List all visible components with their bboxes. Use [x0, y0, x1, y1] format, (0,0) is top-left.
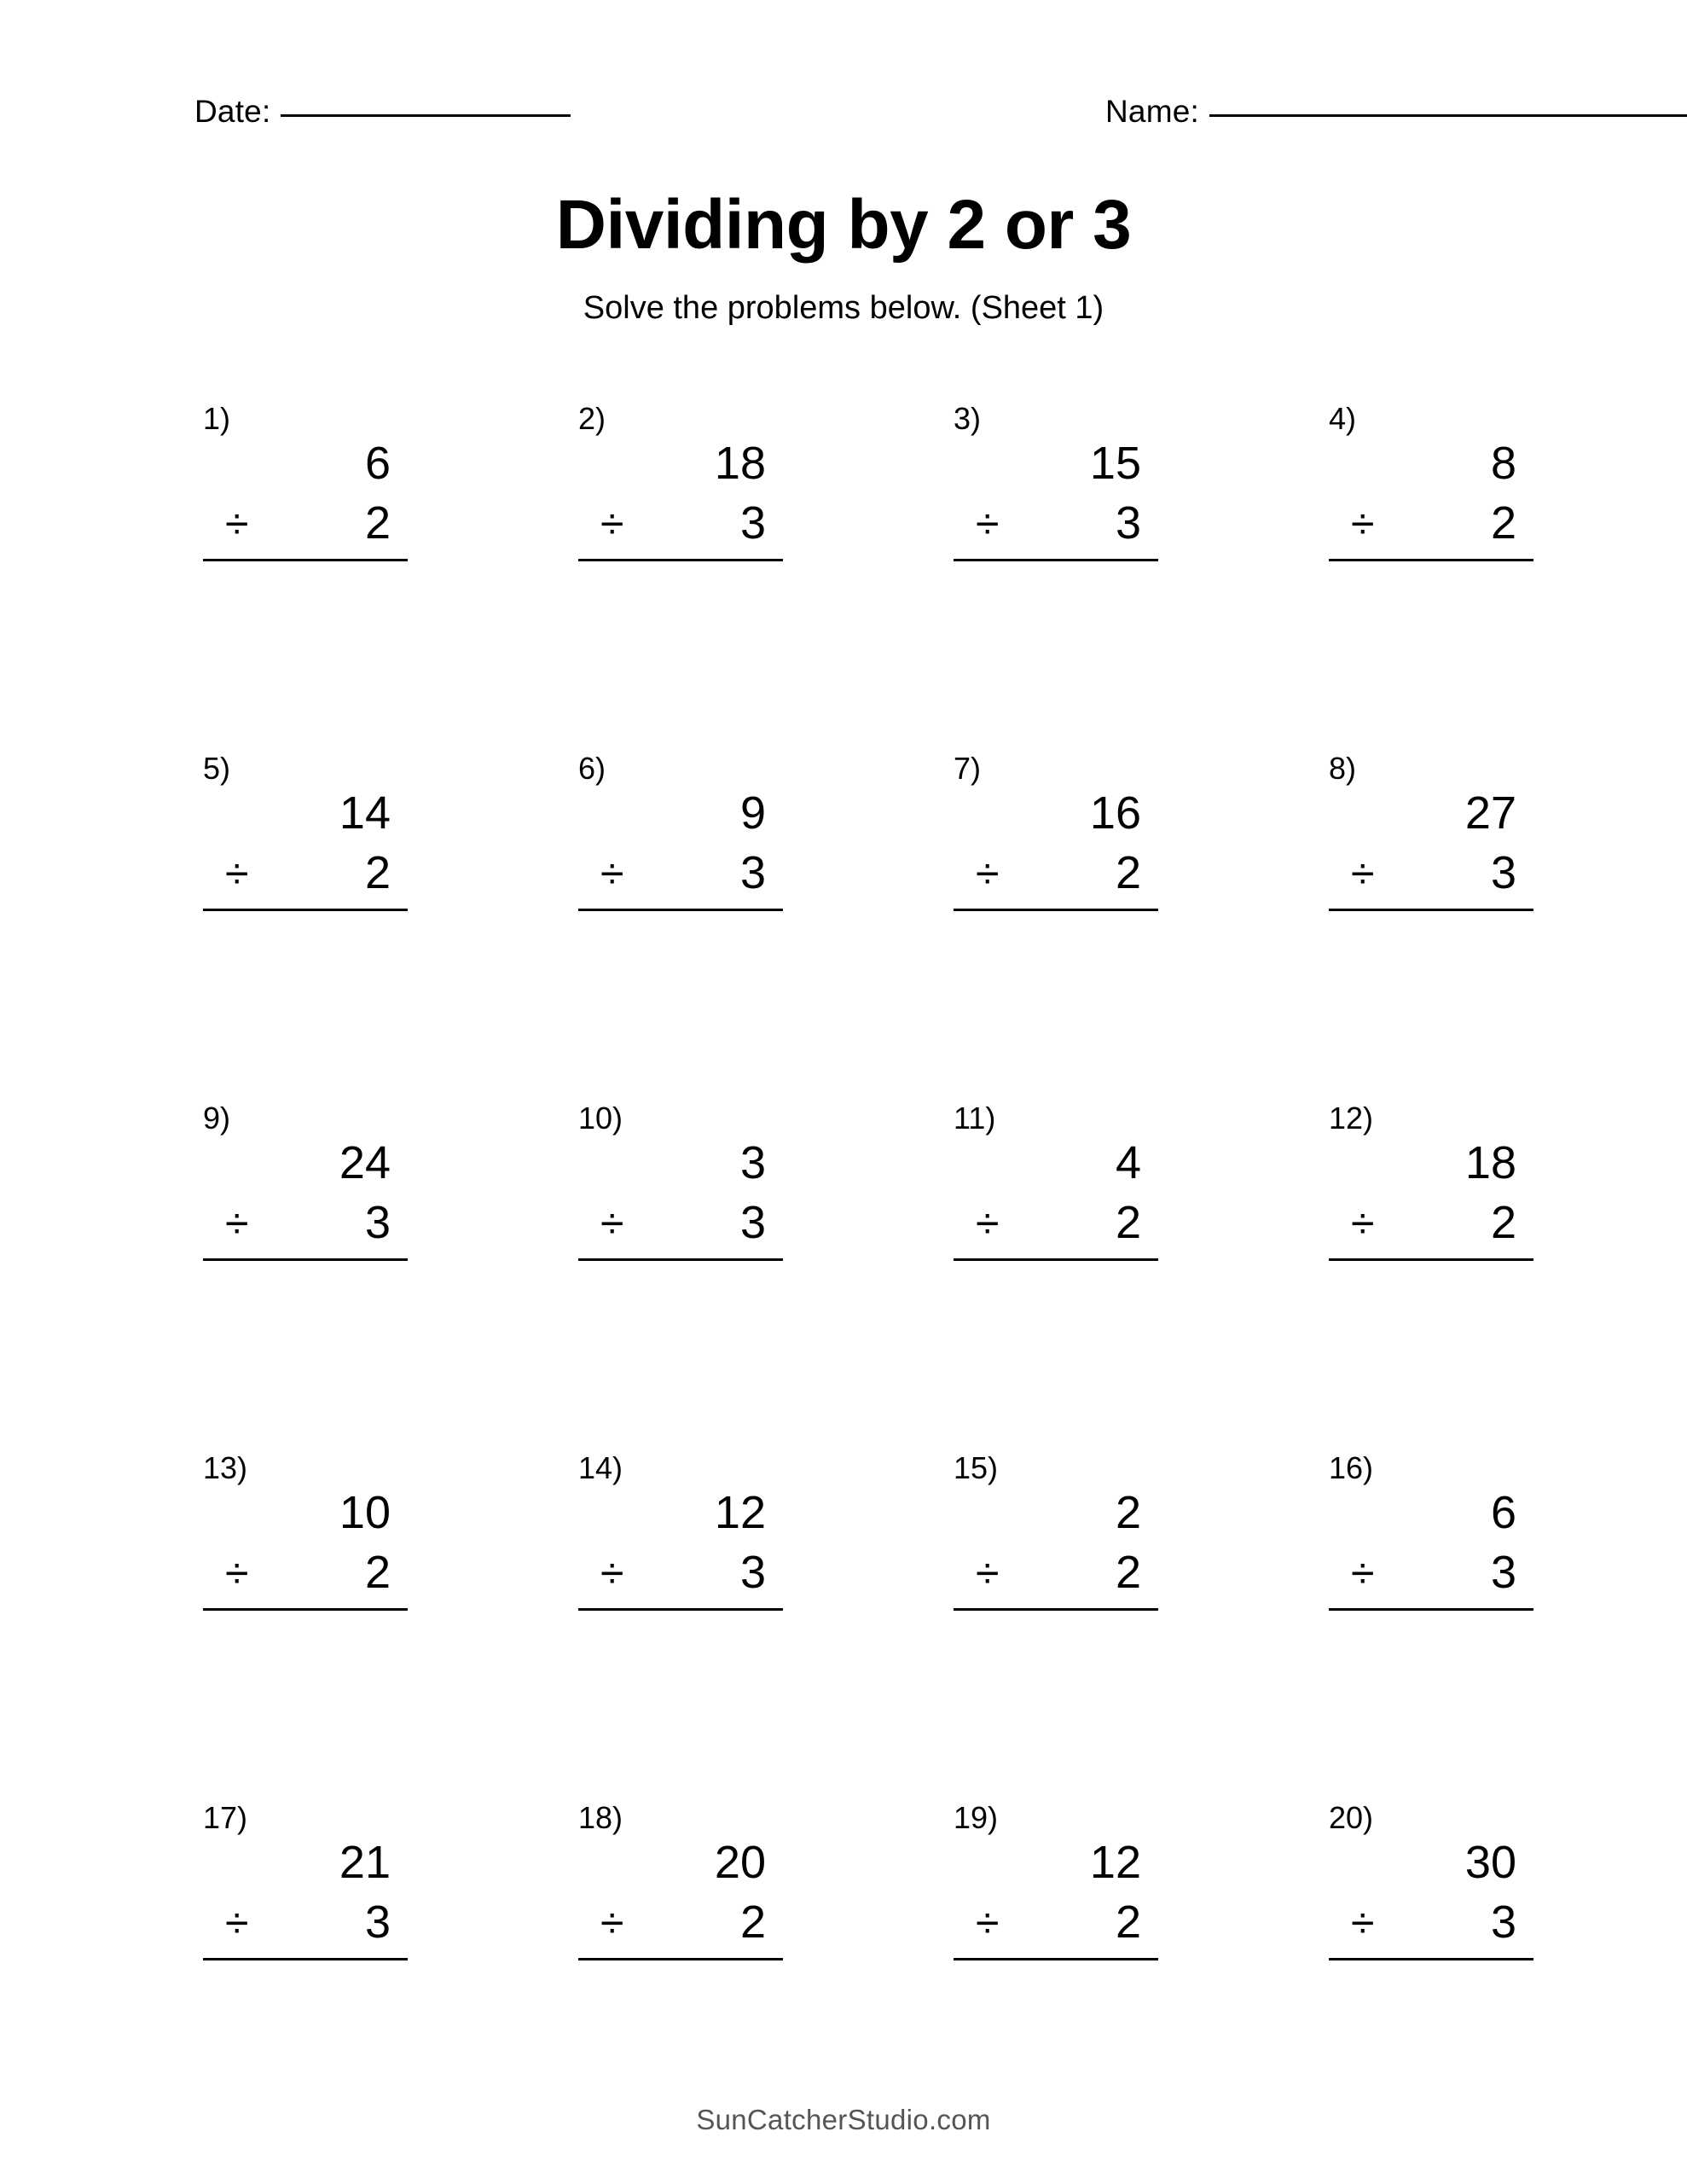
divisor-row	[578, 493, 783, 561]
problem-expression	[203, 1483, 408, 1611]
divisor: 3	[739, 1197, 766, 1248]
dividend: 4	[1115, 1137, 1141, 1188]
divisor-row	[954, 1542, 1158, 1611]
division-sign-icon: ÷	[600, 1199, 624, 1247]
problem-expression	[1329, 1133, 1533, 1261]
problem-item	[921, 1101, 1296, 1450]
divisor-row	[954, 1193, 1158, 1261]
problem-number: 13)	[203, 1450, 248, 1485]
divisor: 2	[1490, 497, 1516, 549]
page-subtitle: Solve the problems below. (Sheet 1)	[583, 290, 1104, 326]
divisor-row	[578, 1542, 783, 1611]
problem-number: 15)	[954, 1450, 999, 1485]
divisor-row	[203, 1193, 408, 1261]
divisor-row	[1329, 493, 1533, 561]
divisor: 3	[739, 497, 766, 549]
division-sign-icon: ÷	[600, 1549, 624, 1597]
problem-item	[171, 1101, 546, 1450]
divisor: 2	[1115, 1197, 1141, 1248]
name-field	[1105, 94, 1687, 130]
dividend: 18	[714, 438, 766, 489]
name-label: Name:	[1105, 94, 1199, 129]
problem-item	[171, 1800, 546, 2150]
division-sign-icon: ÷	[1351, 850, 1375, 897]
divisor: 3	[364, 1197, 391, 1248]
problem-item	[546, 1800, 921, 2150]
problem-item	[546, 1101, 921, 1450]
problem-item	[921, 1800, 1296, 2150]
divisor-row	[578, 1892, 783, 1960]
problem-number: 19)	[954, 1800, 999, 1835]
problem-expression	[1329, 433, 1533, 561]
problem-number: 6)	[578, 751, 606, 786]
problem-item	[1296, 1101, 1672, 1450]
problem-number: 16)	[1329, 1450, 1374, 1485]
dividend: 18	[1464, 1137, 1516, 1188]
problem-number: 7)	[954, 751, 982, 786]
divisor: 3	[1490, 1547, 1516, 1598]
problem-item	[546, 1450, 921, 1800]
problem-expression	[578, 1483, 783, 1611]
header-row	[0, 94, 1687, 145]
problem-number: 14)	[578, 1450, 623, 1485]
divisor-row	[1329, 843, 1533, 911]
problem-expression	[203, 1833, 408, 1960]
divisor: 3	[739, 847, 766, 898]
division-sign-icon: ÷	[225, 1199, 249, 1247]
dividend: 30	[1464, 1837, 1516, 1888]
problem-expression	[578, 783, 783, 911]
date-write-line[interactable]	[281, 114, 571, 117]
dividend: 6	[364, 438, 391, 489]
divisor-row	[1329, 1193, 1533, 1261]
problem-expression	[954, 783, 1158, 911]
divisor: 2	[1115, 847, 1141, 898]
problem-expression	[954, 433, 1158, 561]
divisor-row	[954, 1892, 1158, 1960]
division-sign-icon: ÷	[976, 850, 1000, 897]
problem-number: 18)	[578, 1800, 623, 1835]
footer-attribution: SunCatcherStudio.com	[696, 2104, 991, 2135]
divisor-row	[578, 843, 783, 911]
problem-number: 11)	[954, 1101, 996, 1136]
division-sign-icon: ÷	[600, 850, 624, 897]
division-sign-icon: ÷	[976, 1899, 1000, 1947]
problem-item	[921, 751, 1296, 1101]
problem-expression	[578, 433, 783, 561]
problem-item	[1296, 1450, 1672, 1800]
divisor-row	[954, 843, 1158, 911]
problem-expression	[1329, 783, 1533, 911]
divisor-row	[954, 493, 1158, 561]
date-label: Date:	[194, 94, 271, 129]
problem-expression	[1329, 1483, 1533, 1611]
problem-number: 3)	[954, 401, 982, 436]
divisor: 3	[1490, 1896, 1516, 1948]
problem-expression	[954, 1133, 1158, 1261]
divisor-row	[203, 843, 408, 911]
problem-item	[171, 1450, 546, 1800]
problem-grid	[171, 401, 1535, 2150]
division-sign-icon: ÷	[600, 1899, 624, 1947]
divisor-row	[203, 493, 408, 561]
division-sign-icon: ÷	[600, 500, 624, 548]
divisor-row	[1329, 1892, 1533, 1960]
divisor-row	[1329, 1542, 1533, 1611]
divisor-row	[203, 1892, 408, 1960]
division-sign-icon: ÷	[976, 1199, 1000, 1247]
divisor-row	[203, 1542, 408, 1611]
problem-number: 2)	[578, 401, 606, 436]
problem-item	[1296, 401, 1672, 751]
dividend: 15	[1089, 438, 1141, 489]
divisor: 3	[1115, 497, 1141, 549]
problem-item	[921, 401, 1296, 751]
dividend: 12	[714, 1487, 766, 1538]
divisor: 2	[364, 497, 391, 549]
problem-expression	[1329, 1833, 1533, 1960]
division-sign-icon: ÷	[1351, 1199, 1375, 1247]
division-sign-icon: ÷	[225, 850, 249, 897]
name-write-line[interactable]	[1209, 114, 1687, 117]
problem-expression	[203, 1133, 408, 1261]
problem-item	[1296, 751, 1672, 1101]
problem-item	[171, 751, 546, 1101]
problem-expression	[203, 433, 408, 561]
problem-number: 1)	[203, 401, 231, 436]
dividend: 27	[1464, 787, 1516, 839]
dividend: 20	[714, 1837, 766, 1888]
dividend: 6	[1490, 1487, 1516, 1538]
problem-expression	[954, 1483, 1158, 1611]
dividend: 3	[739, 1137, 766, 1188]
divisor: 2	[1115, 1896, 1141, 1948]
divisor: 2	[739, 1896, 766, 1948]
divisor: 3	[1490, 847, 1516, 898]
division-sign-icon: ÷	[225, 1549, 249, 1597]
dividend: 21	[339, 1837, 391, 1888]
problem-item	[546, 401, 921, 751]
dividend: 2	[1115, 1487, 1141, 1538]
problem-number: 10)	[578, 1101, 623, 1136]
problem-number: 20)	[1329, 1800, 1374, 1835]
problem-number: 5)	[203, 751, 231, 786]
problem-number: 9)	[203, 1101, 231, 1136]
division-sign-icon: ÷	[1351, 1899, 1375, 1947]
problem-expression	[203, 783, 408, 911]
problem-number: 12)	[1329, 1101, 1374, 1136]
dividend: 16	[1089, 787, 1141, 839]
problem-item	[546, 751, 921, 1101]
dividend: 8	[1490, 438, 1516, 489]
date-field	[194, 94, 571, 130]
divisor: 2	[1490, 1197, 1516, 1248]
division-sign-icon: ÷	[976, 1549, 1000, 1597]
dividend: 9	[739, 787, 766, 839]
problem-number: 8)	[1329, 751, 1357, 786]
division-sign-icon: ÷	[1351, 500, 1375, 548]
problem-item	[171, 401, 546, 751]
problem-number: 4)	[1329, 401, 1357, 436]
problem-expression	[578, 1833, 783, 1960]
dividend: 24	[339, 1137, 391, 1188]
dividend: 14	[339, 787, 391, 839]
page-title: Dividing by 2 or 3	[555, 186, 1132, 264]
problem-expression	[578, 1133, 783, 1261]
divisor-row	[578, 1193, 783, 1261]
division-sign-icon: ÷	[225, 500, 249, 548]
dividend: 10	[339, 1487, 391, 1538]
divisor: 3	[364, 1896, 391, 1948]
problem-expression	[954, 1833, 1158, 1960]
division-sign-icon: ÷	[225, 1899, 249, 1947]
division-sign-icon: ÷	[1351, 1549, 1375, 1597]
division-sign-icon: ÷	[976, 500, 1000, 548]
problem-item	[921, 1450, 1296, 1800]
dividend: 12	[1089, 1837, 1141, 1888]
divisor: 3	[739, 1547, 766, 1598]
divisor: 2	[364, 1547, 391, 1598]
divisor: 2	[364, 847, 391, 898]
problem-item	[1296, 1800, 1672, 2150]
divisor: 2	[1115, 1547, 1141, 1598]
problem-number: 17)	[203, 1800, 248, 1835]
